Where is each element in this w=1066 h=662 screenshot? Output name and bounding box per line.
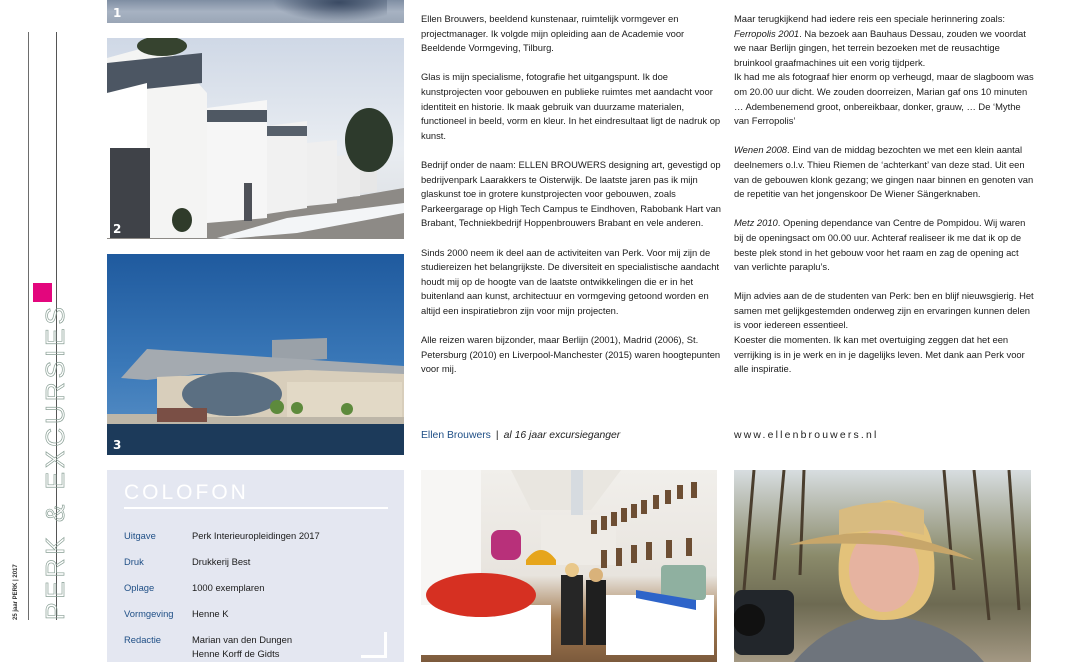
opera-house-illustration xyxy=(107,254,404,455)
photo-reflection xyxy=(267,0,387,23)
paragraph-perk: Sinds 2000 neem ik deel aan de activiteiten van Perk. Voor mij zijn de studiereizen het belangrijkste. De diversiteit en specialistische aandacht houdt mij op de hoogte van de laatste ontwikkelingen die er in het buitenland aan kunst, architectuur en vormgeving getoond worden en altijd een inspiratiebron zijn voor mijn projecten. xyxy=(421,246,720,316)
metz-title: Metz 2010 xyxy=(734,217,778,229)
section-title: PERK & EXCURSIES xyxy=(40,303,70,620)
colofon-box xyxy=(107,470,404,662)
editor-1: Marian van den Dungen xyxy=(192,634,293,645)
accent-square xyxy=(33,283,52,302)
website-link[interactable]: www.ellenbrouwers.nl xyxy=(734,430,879,441)
photo-portrait xyxy=(734,470,1031,662)
furniture-collection-illustration xyxy=(421,470,717,662)
editor-2: Henne Korff de Gidts xyxy=(192,648,280,659)
author-name: Ellen Brouwers xyxy=(421,430,491,441)
photo-2 xyxy=(107,38,404,239)
colofon-value: Drukkerij Best xyxy=(192,556,251,567)
colofon-label: Redactie xyxy=(124,634,162,645)
colofon-rule xyxy=(124,507,388,509)
photo-1 xyxy=(107,0,404,23)
row-houses-illustration xyxy=(107,38,404,239)
advice-text: Mijn advies aan de de studenten van Perk: ben en blijf nieuwsgierig. Het samen met gelijkgestemden onderweg zijn en ervaringen kunnen delen is voor iedereen essentieel. xyxy=(734,290,1034,331)
ferropolis-title: Ferropolis 2001 xyxy=(734,27,800,39)
colofon-value: Henne K xyxy=(192,608,229,619)
closing-text: Koester die momenten. Ik kan met overtuiging zeggen dat het een verrijking is in je werk en in je dagelijks leven. Met dank aan Perk voor alle inspiratie. xyxy=(734,334,1025,375)
author-role: al 16 jaar excursieganger xyxy=(503,430,621,441)
photo-3 xyxy=(107,254,404,455)
article-column-2 xyxy=(734,12,1034,391)
photo-number: 2 xyxy=(113,222,122,236)
colofon-label: Uitgave xyxy=(124,530,156,541)
sidebar-rule-left xyxy=(28,32,29,620)
colofon-value: 1000 exemplaren xyxy=(192,582,265,593)
author-signature xyxy=(421,430,620,441)
photo-number: 1 xyxy=(113,6,122,20)
colofon-title: COLOFON xyxy=(124,481,249,504)
paragraph-intro: Ellen Brouwers, beeldend kunstenaar, ruimtelijk vormgever en projectmanager. Ik volgde mijn opleiding aan de Academie voor Beeldende Vormgeving, Tilburg. xyxy=(421,13,685,54)
signature-separator: | xyxy=(495,430,499,441)
photo-furniture-collection xyxy=(421,470,717,662)
wenen-title: Wenen 2008 xyxy=(734,144,787,156)
paragraph-trips: Alle reizen waren bijzonder, maar Berlijn (2001), Madrid (2006), St. Petersburg (2010) en Liverpool-Manchester (2015) waren hoogtepunten voor mij. xyxy=(421,334,721,375)
paragraph-company: Bedrijf onder de naam: ELLEN BROUWERS designing art, gevestigd op bedrijvenpark Laarakkers te Oisterwijk. De laatste jaren pas ik mijn glaskunst toe in grotere kunstprojecten voor gebouwen, zoals Parkeergarage op High Tech Campus te Eindhoven, Rabobank Hart van Brabant, Techniekbedrijf Hoppenbrouwers Brabant en vele anderen. xyxy=(421,158,722,229)
article-column-1 xyxy=(421,12,721,391)
colofon-label: Druk xyxy=(124,556,144,567)
paragraph-advice xyxy=(734,289,1034,377)
memories-intro: Maar terugkijkend had iedere reis een speciale herinnering zoals: xyxy=(734,13,1005,24)
portrait-illustration xyxy=(734,470,1031,662)
ferropolis-text-2: Ik had me als fotograaf hier enorm op verheugd, maar de slagboom was om 20.00 uur dicht. We zouden doorreizen, Marian gaf ons 10 minuten … Adembenemend groot, onbereikbaar, donker, grauw, … De ‘Mythe van Ferropolis’ xyxy=(734,71,1034,127)
paragraph-wenen xyxy=(734,143,1034,201)
corner-mark xyxy=(361,632,387,658)
page-folio: 25 jaar PERK | 2017 xyxy=(13,564,19,620)
paragraph-ferropolis xyxy=(734,12,1034,129)
metz-text: . Opening dependance van Centre de Pompidou. Wij waren bij de openingsact om 00.00 uur. Achteraf realiseer ik me dat ik op de beste plek stond in het gebouw voor het raam en zag de opening act van verlichte paraplu’s. xyxy=(734,217,1026,273)
colofon-value: Perk Interieuropleidingen 2017 xyxy=(192,530,320,541)
paragraph-specialism: Glas is mijn specialisme, fotografie het uitgangspunt. Ik doe kunstprojecten voor gebouwen en publieke ruimtes met aandacht voor identiteit en historie. Ik maak gebruik van duurzame materialen, functioneel in beeld, vorm en kleur. In het eindresultaat ligt de nadruk op kunst. xyxy=(421,71,721,141)
colofon-label: Vormgeving xyxy=(124,608,174,619)
wenen-text: . Eind van de middag bezochten we met een klein aantal deelnemers o.l.v. Thieu Riemen de ‘achterkant’ van deze stad. Uit een van de gebouwen klonk gezang; we gingen naar binnen en genoten van de repetitie van het jongenskoor De Wiener Sängerknaben. xyxy=(734,144,1034,200)
colofon-label: Oplage xyxy=(124,582,155,593)
paragraph-metz xyxy=(734,216,1034,274)
photo-number: 3 xyxy=(113,438,122,452)
ferropolis-text: . Na bezoek aan Bauhaus Dessau, zouden we voordat we naar Berlijn gingen, het terrein bezoeken met de reusachtige bruinkool graafmachines uit een vorig tijdperk. xyxy=(734,27,1026,68)
